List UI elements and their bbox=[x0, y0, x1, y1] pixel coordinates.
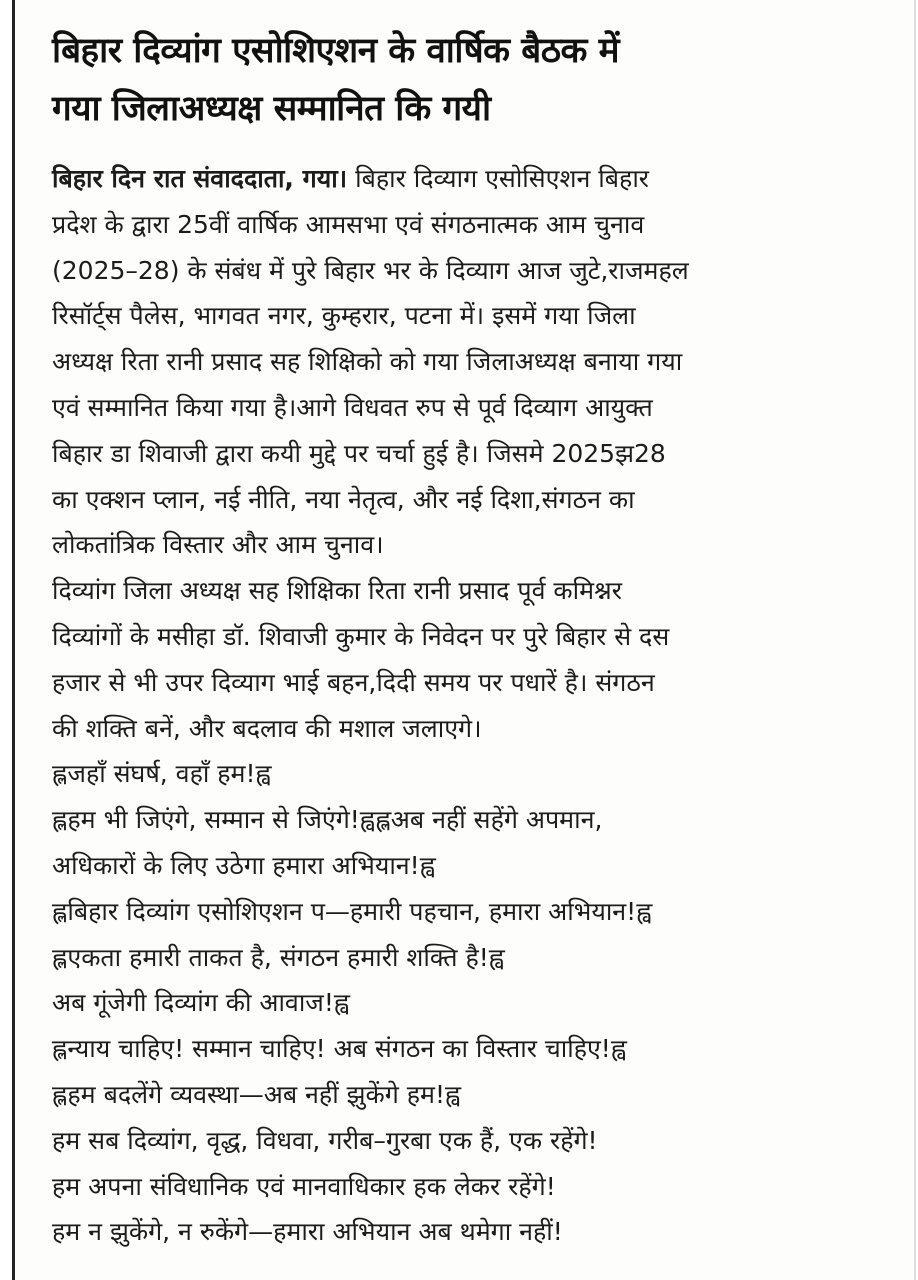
article-line: प्रदेश के द्वारा 25वीं वार्षिक आमसभा एवं संगठनात्मक आम चुनाव bbox=[52, 209, 645, 239]
headline-line-2: गया जिलाअध्यक्ष सम्मानित कि गयी bbox=[52, 89, 491, 129]
headline bbox=[52, 22, 892, 138]
article-line: दिव्यांगों के मसीहा डॉ. शिवाजी कुमार के निवेदन पर पुरे बिहार से दस bbox=[52, 621, 670, 651]
article-line-text: बिहार दिव्याग एसोसिएशन बिहार bbox=[347, 164, 650, 193]
byline: बिहार दिन रात संवाददाता, गया। bbox=[52, 164, 348, 193]
headline-line-1: बिहार दिव्यांग एसोशिएशन के वार्षिक बैठक में bbox=[52, 31, 620, 71]
article-line: रिसॉर्ट्स पैलेस, भागवत नगर, कुम्हरार, पटना में। इसमें गया जिला bbox=[52, 301, 636, 331]
article-line: दिव्यांग जिला अध्यक्ष सह शिक्षिका रिता रानी प्रसाद पूर्व कमिश्नर bbox=[52, 576, 622, 606]
slogan-line: ह्लहम बदलेंगे व्यवस्था—अब नहीं झुकेंगे हम!ह्व bbox=[52, 1079, 461, 1109]
slogan-line: हम न झुकेंगे, न रुकेंगे—हमारा अभियान अब थमेगा नहीं! bbox=[52, 1217, 563, 1247]
slogan-line: अब गूंजेगी दिव्यांग की आवाज!ह्व bbox=[52, 988, 350, 1018]
slogan-line: ह्लएकता हमारी ताकत है, संगठन हमारी शक्ति है!ह्व bbox=[52, 942, 505, 972]
slogan-line: हम अपना संविधानिक एवं मानवाधिकार हक लेकर रहेंगे! bbox=[52, 1171, 556, 1201]
article-line: हजार से भी उपर दिव्याग भाई बहन,दिदी समय पर पधारें है। संगठन bbox=[52, 667, 655, 697]
article-line: की शक्ति बनें, और बदलाव की मशाल जलाएगे। bbox=[52, 713, 482, 743]
slogan-line: ह्लहम भी जिएंगे, सम्मान से जिएंगे!ह्वह्लअब नहीं सहेंगे अपमान, bbox=[52, 805, 603, 835]
slogan-line: ह्लजहाँ संघर्ष, वहाँ हम!ह्व bbox=[52, 759, 272, 789]
article-line: (2025–28) के संबंध में पुरे बिहार भर के दिव्याग आज जुटे,राजमहल bbox=[52, 255, 689, 285]
article-line: का एक्शन प्लान, नई नीति, नया नेतृत्व, और नई दिशा,संगठन का bbox=[52, 484, 635, 514]
article-line bbox=[52, 156, 902, 202]
article-line: लोकतांत्रिक विस्तार और आम चुनाव। bbox=[52, 530, 384, 560]
article-line: एवं सम्मानित किया गया है।आगे विधवत रुप से पूर्व दिव्याग आयुक्त bbox=[52, 392, 653, 422]
slogan-line: ह्लबिहार दिव्यांग एसोशिएशन प—हमारी पहचान, हमारा अभियान!ह्व bbox=[52, 896, 652, 926]
article-line: अध्यक्ष रिता रानी प्रसाद सह शिक्षिको को गया जिलाअध्यक्ष बनाया गया bbox=[52, 347, 683, 377]
article-line: बिहार डा शिवाजी द्वारा कयी मुद्दे पर चर्चा हुई है। जिसमे 2025झ28 bbox=[52, 438, 666, 468]
article-body bbox=[52, 156, 902, 1255]
slogan-line: हम सब दिव्यांग, वृद्ध, विधवा, गरीब–गुरबा एक हैं, एक रहेंगे! bbox=[52, 1125, 598, 1155]
slogan-line: अधिकारों के लिए उठेगा हमारा अभियान!ह्व bbox=[52, 850, 436, 880]
slogan-line: ह्लन्याय चाहिए! सम्मान चाहिए! अब संगठन का विस्तार चाहिए!ह्व bbox=[52, 1034, 627, 1064]
